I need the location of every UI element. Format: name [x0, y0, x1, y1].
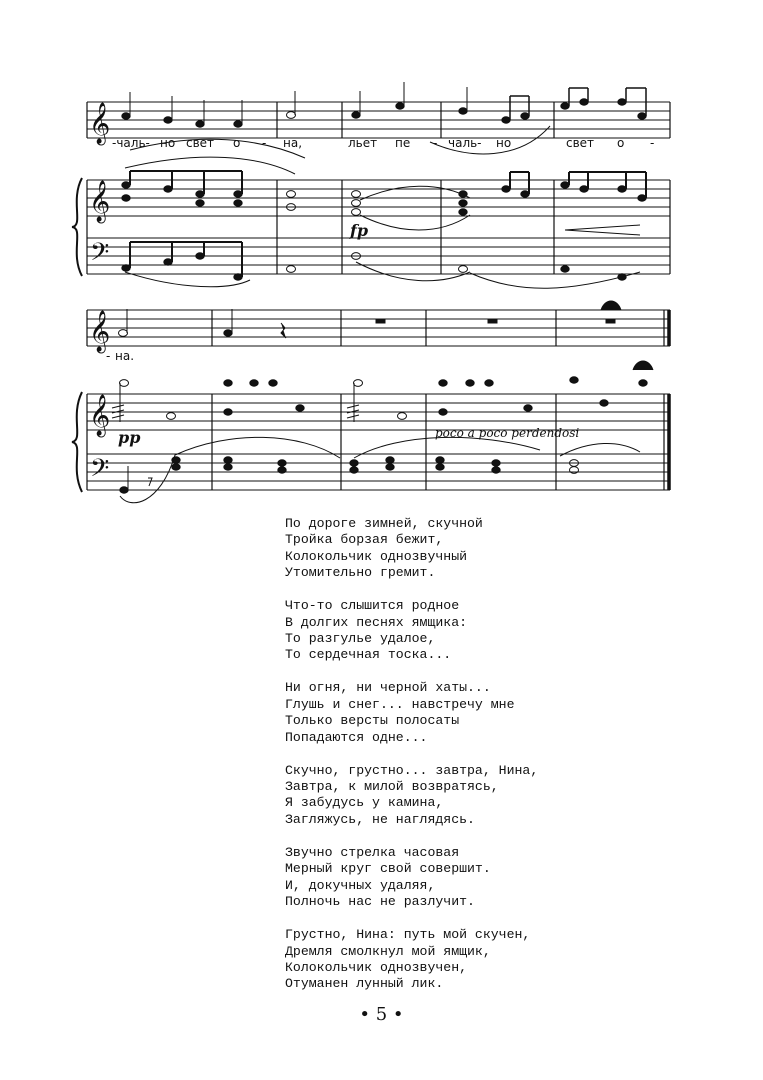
piano-brace	[72, 392, 82, 492]
lyric-syllable: -	[433, 136, 438, 150]
poem-line: То разгулье удалое,	[285, 631, 436, 647]
treble-clef: 𝄞	[89, 395, 111, 436]
dynamic-marking: fp	[350, 221, 369, 240]
page-number: • 5 •	[359, 1004, 404, 1025]
poem-line: Дремля смолкнул мой ямщик,	[285, 943, 491, 959]
lyric-syllable: -чаль-	[112, 136, 150, 150]
lyric-syllable: пе	[395, 136, 411, 150]
lyric-syllable: -	[106, 349, 111, 363]
lyric-syllable: свет	[566, 136, 595, 150]
poem-line: Что-то слышится родное	[285, 598, 460, 614]
poem-line: Тройка борзая бежит,	[285, 532, 444, 548]
poem-line: Мерный круг свой совершит.	[285, 861, 491, 877]
piano-rh-system1	[122, 171, 646, 215]
lyric-syllable: о	[617, 136, 625, 150]
lyric-syllable: на,	[283, 136, 303, 150]
piano-brace	[72, 178, 82, 276]
poem-line: Завтра, к милой возвратясь,	[285, 779, 499, 795]
poem-line: Колокольчик однозвучный	[285, 548, 468, 564]
poem-line: Ни огня, ни черной хаты...	[285, 680, 491, 696]
stanza	[285, 680, 625, 746]
poem-line: Скучно, грустно... завтра, Нина,	[285, 762, 539, 778]
barlines	[87, 102, 670, 490]
poem-line: Попадаются одне...	[285, 729, 428, 745]
dynamic-marking: pp	[118, 428, 141, 447]
lyric-syllable: на.	[115, 349, 135, 363]
poem-line: Только версты полосаты	[285, 713, 460, 729]
poem-line: Глушь и снег... навстречу мне	[285, 696, 515, 712]
piano-rh-system2	[112, 361, 653, 422]
poem-line: Грустно, Нина: путь мой скучен,	[285, 927, 531, 943]
lyrics-system2	[106, 349, 134, 363]
lyric-syllable: -	[650, 136, 655, 150]
poem-line: То сердечная тоска...	[285, 647, 452, 663]
bass-clef: 𝄢	[90, 238, 110, 273]
treble-clef: 𝄞	[89, 181, 111, 222]
poem-line: И, докучных удаляя,	[285, 877, 436, 893]
stanza	[285, 845, 625, 911]
staff-lines	[87, 102, 670, 490]
poem-line: Полночь нас не разлучит.	[285, 894, 475, 910]
stanza	[285, 927, 625, 993]
poem-line: Загляжусь, не наглядясь.	[285, 811, 475, 827]
expression-marking: poco a poco perdendosi	[435, 426, 580, 440]
treble-clef: 𝄞	[89, 311, 111, 352]
poem-line: Отуманен лунный лик.	[285, 976, 444, 992]
lyric-syllable: чаль-	[448, 136, 482, 150]
lyric-syllable: но	[496, 136, 512, 150]
poem-line: Колокольчик однозвучен,	[285, 959, 468, 975]
lyric-syllable: -	[262, 136, 267, 150]
lyric-syllable: но	[160, 136, 176, 150]
poem-line: Звучно стрелка часовая	[285, 844, 460, 860]
treble-clef: 𝄞	[89, 103, 111, 144]
poem-line: Я забудусь у камина,	[285, 795, 444, 811]
slurs-system2	[120, 437, 640, 502]
stanza	[285, 763, 625, 829]
poem-text	[285, 516, 625, 1009]
bass-clef: 𝄢	[90, 454, 110, 489]
music-score	[0, 0, 763, 520]
stanza	[285, 598, 625, 664]
poem-line: В долгих песнях ямщика:	[285, 614, 468, 630]
poem-line: По дороге зимней, скучной	[285, 516, 483, 531]
lyric-syllable: свет	[186, 136, 215, 150]
poem-line: Утомительно гремит.	[285, 565, 436, 581]
lyric-syllable: льет	[348, 136, 378, 150]
piano-lh-system2	[120, 457, 579, 493]
lyric-syllable: о	[233, 136, 241, 150]
stanza	[285, 516, 625, 582]
